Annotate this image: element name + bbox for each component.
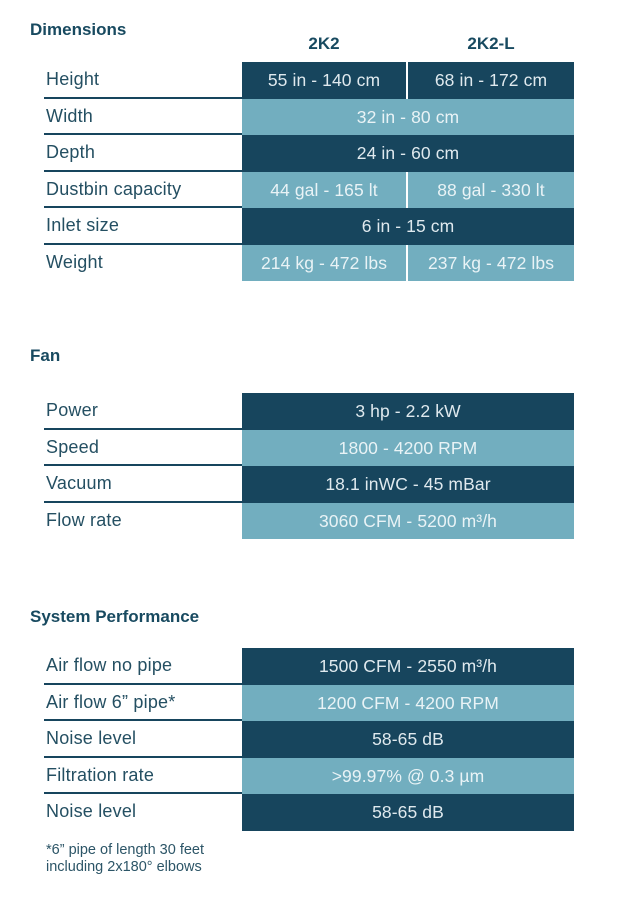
row-label: Filtration rate xyxy=(46,764,155,785)
table-row xyxy=(44,99,574,136)
system-performance-heading: System Performance xyxy=(30,607,200,626)
table-row xyxy=(44,245,574,282)
row-label: Dustbin capacity xyxy=(46,178,182,199)
row-label: Width xyxy=(46,105,94,126)
row-label: Flow rate xyxy=(46,509,122,530)
value-cell: 55 in - 140 cm xyxy=(242,62,406,99)
table-row xyxy=(44,172,574,209)
table-row xyxy=(44,466,574,503)
value-cell: 3060 CFM - 5200 m³/h xyxy=(242,503,574,540)
table-row xyxy=(44,62,574,99)
value-cell: 1500 CFM - 2550 m³/h xyxy=(242,648,574,685)
value-cell: 214 kg - 472 lbs xyxy=(242,245,406,282)
column-header-2k2: 2K2 xyxy=(308,34,340,53)
performance-table xyxy=(44,648,574,831)
table-row xyxy=(44,794,574,831)
value-cell: 32 in - 80 cm xyxy=(242,99,574,136)
value-cell: >99.97% @ 0.3 µm xyxy=(242,758,574,795)
footnote xyxy=(46,842,204,876)
value-cell: 58-65 dB xyxy=(242,721,574,758)
dimensions-heading: Dimensions xyxy=(30,20,127,39)
value-cell: 88 gal - 330 lt xyxy=(408,172,574,209)
value-cell: 1800 - 4200 RPM xyxy=(242,430,574,467)
row-label: Weight xyxy=(46,251,103,272)
footnote-line: *6” pipe of length 30 feet xyxy=(46,842,205,858)
value-cell: 44 gal - 165 lt xyxy=(242,172,406,209)
fan-table xyxy=(44,393,574,539)
value-cell: 3 hp - 2.2 kW xyxy=(242,393,574,430)
row-label: Speed xyxy=(46,436,100,457)
footnote-line: including 2x180° elbows xyxy=(46,859,202,875)
column-header-2k2-l: 2K2-L xyxy=(467,34,515,53)
value-cell: 68 in - 172 cm xyxy=(408,62,574,99)
table-row xyxy=(44,430,574,467)
value-cell: 237 kg - 472 lbs xyxy=(408,245,574,282)
table-row xyxy=(44,503,574,540)
row-label: Height xyxy=(46,69,100,89)
row-label: Power xyxy=(46,400,99,420)
table-row xyxy=(44,721,574,758)
table-row xyxy=(44,685,574,722)
value-cell: 6 in - 15 cm xyxy=(242,208,574,245)
row-label: Depth xyxy=(46,142,96,162)
row-label: Air flow no pipe xyxy=(46,655,173,675)
table-row xyxy=(44,208,574,245)
table-row xyxy=(44,393,574,430)
row-label: Noise level xyxy=(46,728,137,748)
value-cell: 24 in - 60 cm xyxy=(242,135,574,172)
table-row xyxy=(44,648,574,685)
row-label: Inlet size xyxy=(46,215,120,235)
table-row xyxy=(44,135,574,172)
row-label: Air flow 6” pipe* xyxy=(46,691,176,712)
value-cell: 18.1 inWC - 45 mBar xyxy=(242,466,574,503)
table-row xyxy=(44,758,574,795)
row-label: Noise level xyxy=(46,801,137,821)
dimensions-table xyxy=(44,62,574,281)
row-label: Vacuum xyxy=(46,473,112,493)
fan-heading: Fan xyxy=(30,346,61,365)
value-cell: 58-65 dB xyxy=(242,794,574,831)
value-cell: 1200 CFM - 4200 RPM xyxy=(242,685,574,722)
